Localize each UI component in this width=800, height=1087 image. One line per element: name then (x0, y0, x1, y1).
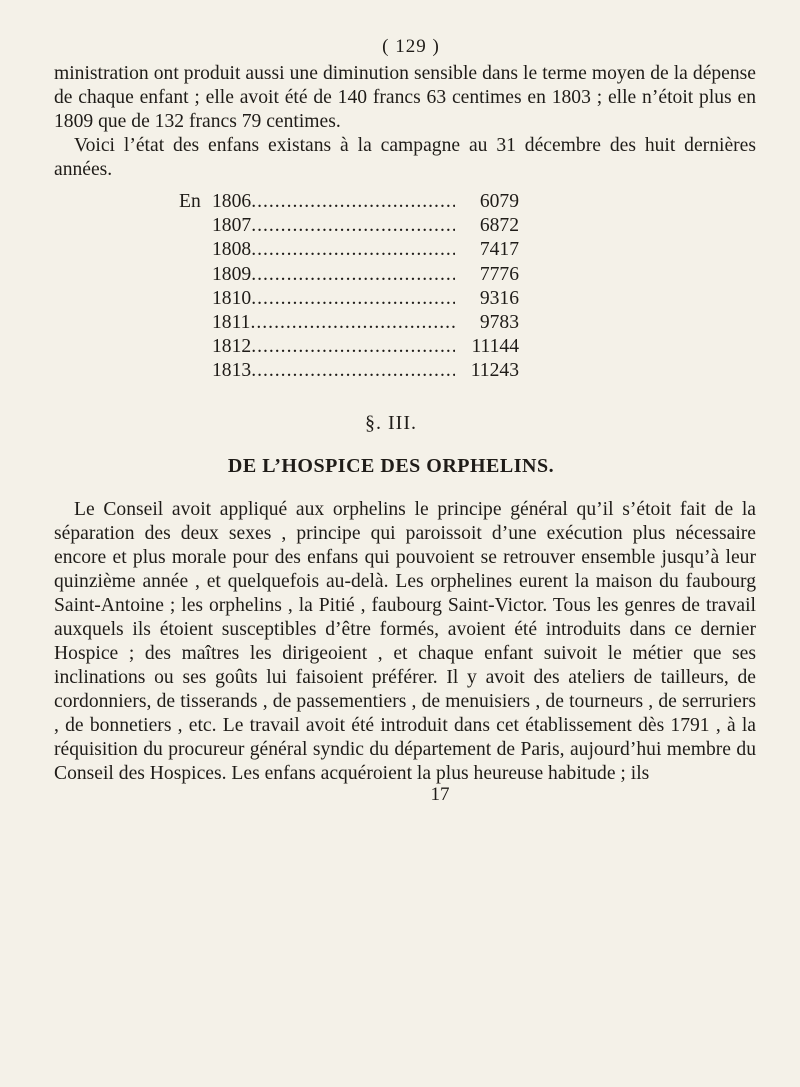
stats-row (179, 214, 519, 238)
body-paragraph: Le Conseil avoit appliqué aux orphelins le principe général qu’il s’étoit fait de la séparation des deux sexes , principe qui paroissoit d’une exécution plus nécessaire encore et plus morale pour des enfans qui pouvoient se retrouver ensemble jusqu’à leur quinzième année , et quelquefois au-delà. Les orphelines eurent la maison du faubourg Saint-Antoine ; les orphelins , la Pitié , faubourg Saint-Victor. Tous les genres de travail auxquels ils étoient susceptibles d’être formés, avoient été introduits dans ce dernier Hospice ; des maîtres les dirigeoient , et chaque enfant suivoit le métier que ses inclinations ou ses goûts lui faisoient préférer. Il y avoit des ateliers de tailleurs, de cordonniers, de tisserands , de passementiers , de menuisiers , de tourneurs , de serruriers , de bonnetiers , etc. Le travail avoit été introduit dans cet établissement dès 1791 , à la réquisition du procureur général syndic du département de Paris, aujourd’hui membre du Conseil des Hospices. Les enfans acquéroient la plus heureuse habitude ; ils (54, 498, 756, 784)
stats-row (179, 359, 519, 383)
leader-dots (250, 311, 455, 335)
stats-value: 7776 (479, 263, 519, 285)
stats-row (179, 190, 519, 214)
stats-value: 9316 (479, 287, 519, 309)
leader-dots (251, 190, 455, 214)
page-number: ( 129 ) (382, 36, 440, 57)
stats-row (179, 238, 519, 262)
stats-row (179, 311, 519, 335)
stats-prefix: En (179, 191, 201, 212)
stats-value: 11243 (470, 360, 519, 382)
leader-dots (251, 214, 455, 238)
stats-row (179, 263, 519, 287)
leader-dots (251, 263, 455, 287)
stats-year: 1809 (212, 263, 252, 285)
stats-year: 1810 (212, 287, 252, 309)
stats-table (179, 190, 519, 384)
stats-year: 1806 (212, 191, 252, 212)
stats-value: 11144 (471, 336, 519, 358)
leader-dots (251, 335, 455, 359)
stats-year: 1808 (212, 239, 252, 261)
intro-paragraph: ministration ont produit aussi une diminution sensible dans le terme moyen de la dépense de chaque enfant ; elle avoit été de 140 francs 63 centimes en 1803 ; elle n’étoit plus en 1809 que de 132 francs 79 centimes. (54, 63, 756, 132)
stats-intro-paragraph: Voici l’état des enfans existans à la campagne au 31 décembre des huit dernières années. (54, 135, 756, 180)
stats-row (179, 335, 519, 359)
leader-dots (251, 359, 455, 383)
signature-mark: 17 (430, 783, 450, 805)
stats-value: 6872 (479, 215, 519, 237)
section-number: §. III. (365, 411, 417, 434)
section-title: DE L’HOSPICE DES ORPHELINS. (227, 454, 555, 477)
stats-year: 1813 (212, 360, 252, 382)
stats-value: 7417 (479, 239, 519, 261)
leader-dots (251, 238, 455, 262)
stats-row (179, 287, 519, 311)
stats-year: 1812 (212, 336, 252, 358)
stats-value: 6079 (479, 191, 519, 212)
stats-value: 9783 (479, 312, 519, 334)
document-page (54, 36, 756, 806)
stats-year: 1807 (212, 215, 252, 237)
leader-dots (251, 287, 455, 311)
stats-year: 1811 (212, 312, 251, 334)
